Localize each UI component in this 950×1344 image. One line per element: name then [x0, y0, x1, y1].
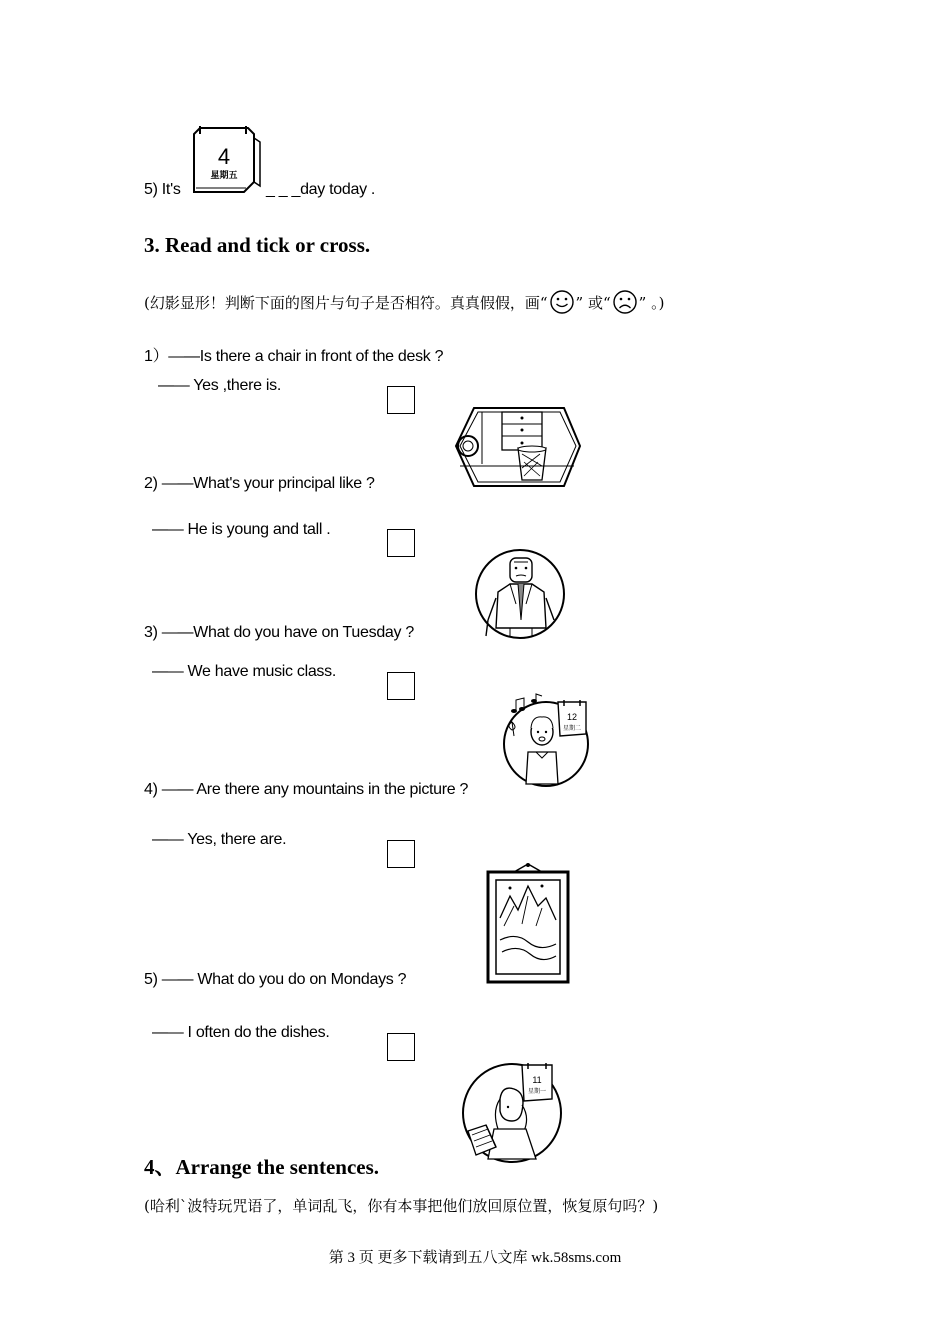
section3-instruction: [144, 289, 664, 315]
pic5-calendar-number: 11: [532, 1075, 542, 1085]
section3-title: 3. Read and tick or cross.: [144, 233, 371, 257]
girl-reading-picture: [460, 1055, 564, 1173]
item2-answer-box[interactable]: [387, 529, 415, 557]
calendar-friday-icon: [192, 124, 264, 196]
item3-answer-box[interactable]: [387, 672, 415, 700]
item3-answer: —— We have music class.: [152, 663, 336, 680]
pic5-calendar-weekday: 星期一: [527, 1088, 547, 1095]
calendar-number: 4: [217, 144, 231, 169]
instruction-text-pre: (幻影显形！判断下面的图片与句子是否相符。真真假假，画“: [144, 293, 548, 312]
page-footer: 第 3 页 更多下载请到五八文库 wk.58sms.com: [328, 1250, 622, 1266]
principal-picture: [474, 548, 568, 640]
item1-answer: —— Yes ,there is.: [158, 377, 281, 394]
desk-basket-picture: [452, 406, 582, 488]
instruction-text-post: ” 。): [638, 293, 665, 312]
instruction-text-mid: ” 或“: [575, 293, 611, 312]
q5-prefix: 5) It's: [144, 181, 181, 198]
q5-suffix: _ _ _day today .: [266, 181, 376, 198]
item1-answer-box[interactable]: [387, 386, 415, 414]
music-class-picture: [502, 692, 590, 796]
calendar-weekday: 星期五: [210, 171, 238, 181]
item4-answer-box[interactable]: [387, 840, 415, 868]
item5-question: 5) —— What do you do on Mondays ?: [144, 971, 407, 988]
smiley-face-icon: [549, 289, 575, 315]
item4-answer: —— Yes, there are.: [152, 831, 287, 848]
item4-question: 4) —— Are there any mountains in the picture ?: [144, 781, 469, 798]
section4-title: 4、Arrange the sentences.: [144, 1155, 380, 1179]
pic3-calendar-number: 12: [566, 712, 578, 722]
section4-instruction: (哈利`波特玩咒语了，单词乱飞，你有本事把他们放回原位置，恢复原句吗？): [144, 1197, 659, 1215]
item5-answer-box[interactable]: [387, 1033, 415, 1061]
item1-question: 1）——Is there a chair in front of the desk ?: [144, 348, 444, 365]
item3-question: 3) ——What do you have on Tuesday ?: [144, 624, 414, 641]
mountain-painting-picture: [486, 862, 570, 984]
pic3-calendar-weekday: 星期二: [562, 725, 582, 732]
sad-face-icon: [612, 289, 638, 315]
item2-question: 2) ——What's your principal like ?: [144, 475, 375, 492]
item5-answer: —— I often do the dishes.: [152, 1024, 330, 1041]
item2-answer: —— He is young and tall .: [152, 521, 331, 538]
